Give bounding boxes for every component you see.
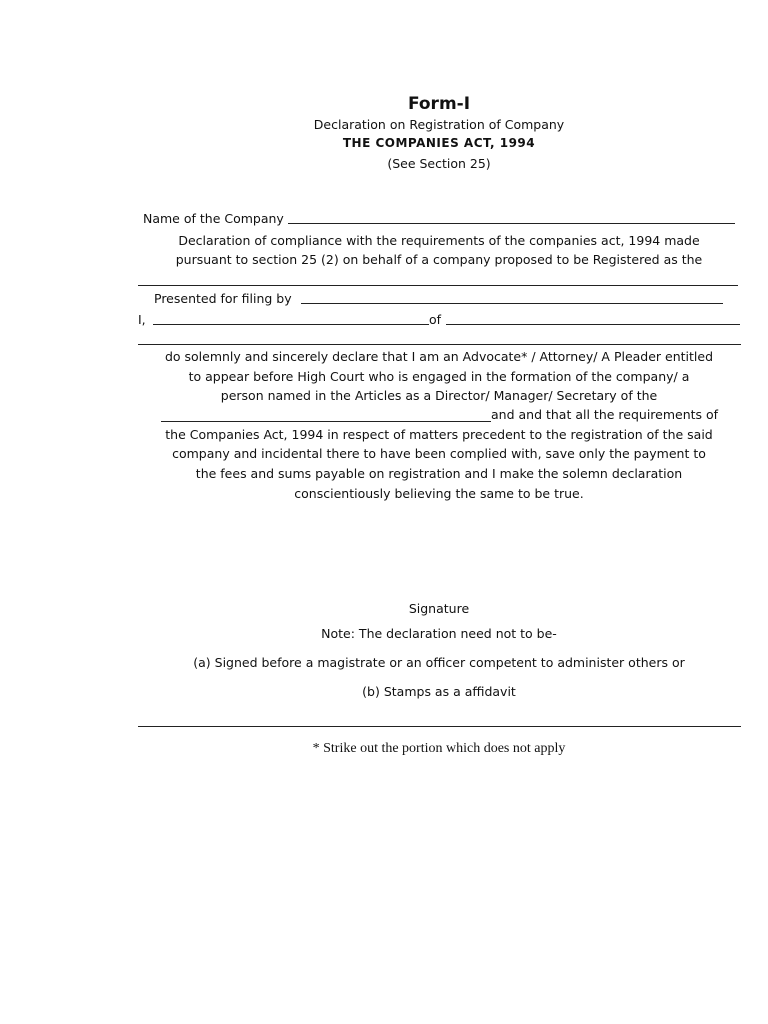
footnote: * Strike out the portion which does not apply — [312, 741, 566, 756]
presented-label: Presented for filing by — [154, 291, 292, 306]
note-text: Note: The declaration need not to be- — [321, 626, 557, 641]
declaration-line-6: company and incidental there to have been complied with, save only the payment to — [172, 446, 706, 461]
note-item-a: (a) Signed before a magistrate or an officer competent to administer others or — [193, 655, 685, 670]
declarant-address-field[interactable] — [446, 324, 740, 325]
declaration-line-2: to appear before High Court who is engaged in the formation of the company/ a — [188, 369, 690, 384]
form-title: Form-I — [407, 94, 471, 114]
company-name-row — [143, 210, 284, 228]
declaration-line-5: the Companies Act, 1994 in respect of matters precedent to the registration of the said — [165, 427, 713, 442]
act-name: THE COMPANIES ACT, 1994 — [342, 136, 536, 150]
compliance-line-2: pursuant to section 25 (2) on behalf of a company proposed to be Registered as the — [175, 252, 703, 267]
declaration-line-3: person named in the Articles as a Director/ Manager/ Secretary of the — [220, 388, 658, 403]
form-subtitle: Declaration on Registration of Company — [313, 117, 565, 132]
presented-by-field[interactable] — [301, 303, 723, 304]
signature-label: Signature — [408, 601, 470, 616]
proposed-company-field[interactable] — [138, 285, 738, 286]
declaration-line-8: conscientiously believing the same to be true. — [294, 486, 584, 501]
declaration-line-4-tail: and and that all the requirements of — [491, 407, 719, 422]
declaration-line-1: do solemnly and sincerely declare that I am an Advocate* / Attorney/ A Pleader entitled — [164, 349, 714, 364]
company-name-label: Name of the Company — [143, 211, 284, 226]
presented-row — [154, 290, 292, 308]
of-label: of — [429, 312, 442, 327]
note-item-b: (b) Stamps as a affidavit — [362, 684, 516, 699]
section-ref: (See Section 25) — [387, 156, 491, 171]
address-continuation-field[interactable] — [138, 344, 741, 345]
i-label: I, — [138, 312, 146, 327]
footer-divider — [138, 726, 741, 727]
company-name-field[interactable] — [288, 223, 735, 224]
company-designation-field[interactable] — [161, 421, 491, 422]
compliance-line-1: Declaration of compliance with the requirements of the companies act, 1994 made — [178, 233, 700, 248]
declaration-line-7: the fees and sums payable on registration and I make the solemn declaration — [195, 466, 683, 481]
declarant-name-field[interactable] — [153, 324, 429, 325]
